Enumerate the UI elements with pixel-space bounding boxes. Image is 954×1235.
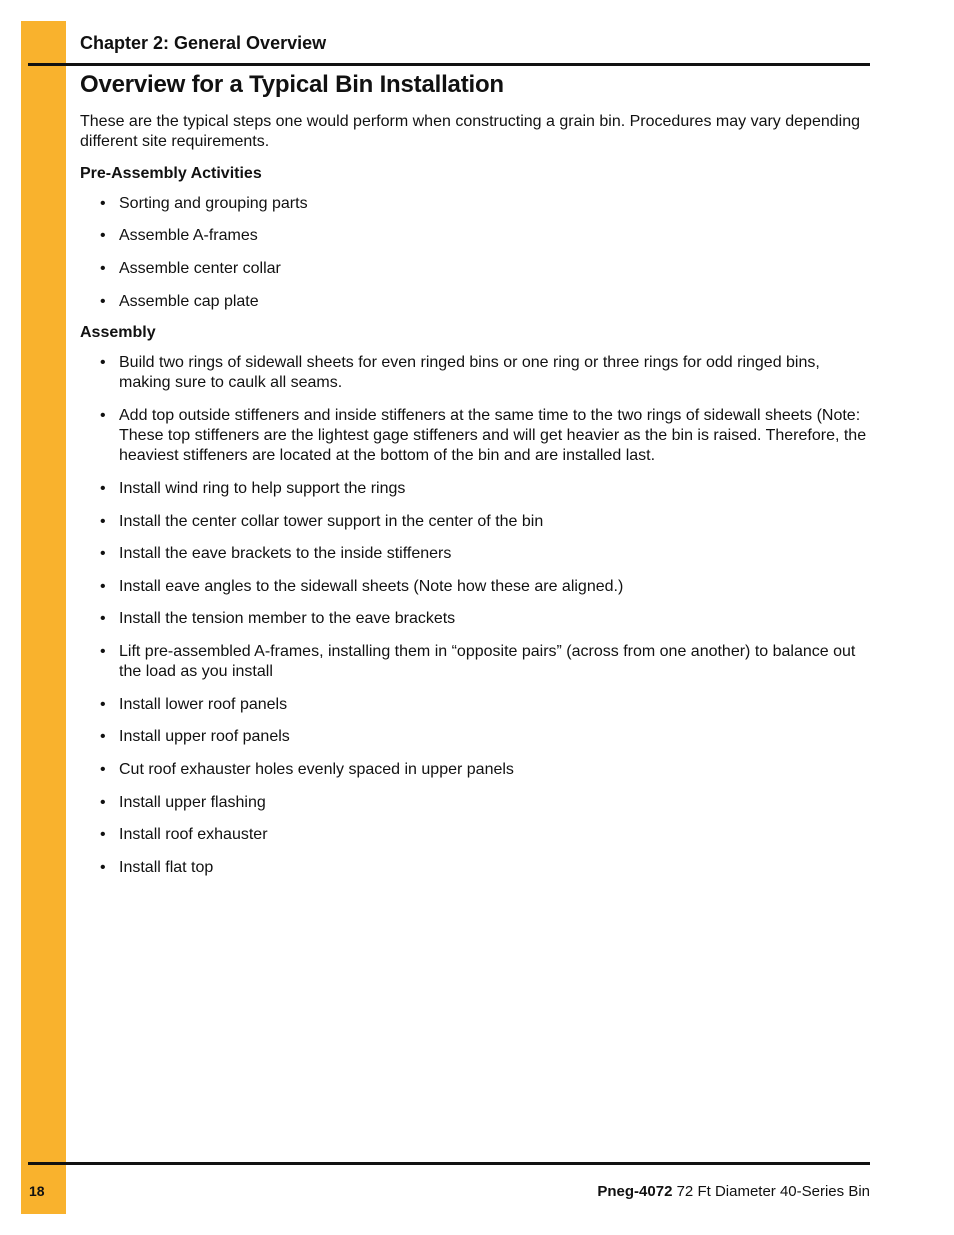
list-item — [100, 512, 868, 532]
list-item-text: Assemble A-frames — [119, 227, 258, 244]
bullet-icon: • — [100, 826, 106, 843]
bullet-icon: • — [100, 643, 106, 660]
list-item — [100, 825, 868, 845]
list-item-text: Install upper roof panels — [119, 728, 290, 745]
footer-doc-code: Pneg-4072 — [597, 1183, 673, 1200]
bullet-icon: • — [100, 545, 106, 562]
list-item-text: Assemble cap plate — [119, 293, 259, 310]
list-item-text: Install wind ring to help support the rings — [119, 480, 406, 497]
chapter-header: Chapter 2: General Overview — [80, 33, 327, 53]
bullet-icon: • — [100, 696, 106, 713]
list-item — [100, 727, 868, 747]
list-item — [100, 695, 868, 715]
list-item-text: Install the eave brackets to the inside stiffeners — [119, 545, 452, 562]
bullet-icon: • — [100, 859, 106, 876]
list-item-text: Install lower roof panels — [119, 696, 288, 713]
list-item-text: Cut roof exhauster holes evenly spaced in upper panels — [119, 761, 514, 778]
bullet-icon: • — [100, 293, 106, 310]
list-item — [100, 793, 868, 813]
list-item-text: Install the center collar tower support in the center of the bin — [119, 513, 544, 530]
list-item — [100, 544, 868, 564]
list-item — [100, 406, 868, 466]
bullet-icon: • — [100, 794, 106, 811]
list-item — [100, 226, 868, 246]
bullet-icon: • — [100, 195, 106, 212]
list-item-text: Add top outside stiffeners and inside stiffeners at the same time to the two rings of sidewall sheets (Note: These top stiffeners are the lightest gage stiffeners and will get heavier as the bin is raised. Therefore, the heaviest stiffeners are located at the bottom of the bin and are installed last. — [119, 407, 867, 464]
bullet-icon: • — [100, 227, 106, 244]
list-item-text: Install the tension member to the eave brackets — [119, 610, 456, 627]
intro-paragraph: These are the typical steps one would perform when constructing a grain bin. Procedures may vary depending different site requirements. — [80, 113, 860, 150]
footer-doc-title: 72 Ft Diameter 40-Series Bin — [672, 1183, 870, 1200]
page-number: 18 — [29, 1183, 45, 1199]
list-item-text: Assemble center collar — [119, 260, 281, 277]
bullet-icon: • — [100, 480, 106, 497]
bullet-icon: • — [100, 728, 106, 745]
list-item-text: Install roof exhauster — [119, 826, 268, 843]
list-item — [100, 259, 868, 279]
list-item-text: Install eave angles to the sidewall sheets (Note how these are aligned.) — [119, 578, 624, 595]
list-item — [100, 194, 868, 214]
assembly-heading: Assembly — [80, 324, 156, 341]
page-title: Overview for a Typical Bin Installation — [80, 71, 504, 98]
list-item-text: Lift pre-assembled A-frames, installing them in “opposite pairs” (across from one another) to balance out the load as you install — [119, 643, 856, 680]
list-item — [100, 353, 868, 393]
pre-assembly-heading: Pre-Assembly Activities — [80, 165, 262, 182]
list-item — [100, 642, 868, 682]
bullet-icon: • — [100, 407, 106, 424]
list-item-text: Build two rings of sidewall sheets for even ringed bins or one ring or three rings for odd ringed bins, making sure to caulk all seams. — [119, 354, 820, 391]
bullet-icon: • — [100, 260, 106, 277]
list-item — [100, 577, 868, 597]
list-item-text: Install upper flashing — [119, 794, 266, 811]
list-item — [100, 760, 868, 780]
list-item — [100, 609, 868, 629]
footer-doc-info — [597, 1183, 870, 1200]
bullet-icon: • — [100, 354, 106, 371]
bullet-icon: • — [100, 761, 106, 778]
list-item — [100, 858, 868, 878]
list-item — [100, 292, 868, 312]
bullet-icon: • — [100, 610, 106, 627]
list-item-text: Install flat top — [119, 859, 214, 876]
header-rule — [28, 63, 870, 66]
bullet-icon: • — [100, 513, 106, 530]
list-item-text: Sorting and grouping parts — [119, 195, 308, 212]
list-item — [100, 479, 868, 499]
accent-side-bar — [21, 21, 66, 1214]
footer-rule — [28, 1162, 870, 1165]
bullet-icon: • — [100, 578, 106, 595]
